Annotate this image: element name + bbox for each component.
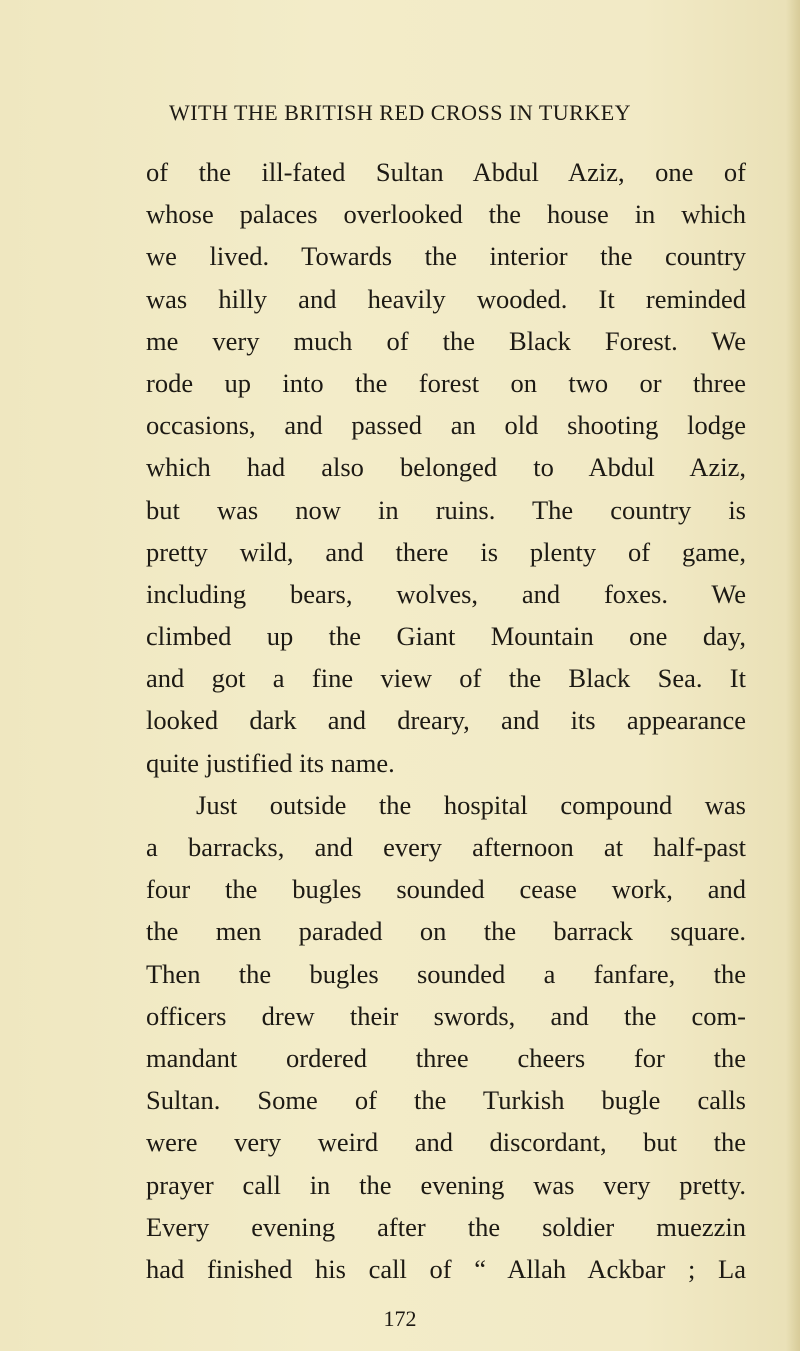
text-line: Every evening after the soldier muezzin <box>146 1211 746 1242</box>
body-text <box>146 151 746 1290</box>
text-line: Sultan. Some of the Turkish bugle calls <box>146 1085 746 1116</box>
text-line: were very weird and discordant, but the <box>146 1127 746 1158</box>
text-line: four the bugles sounded cease work, and <box>146 874 746 905</box>
paragraph-first-line: Just outside the hospital compound was <box>196 789 746 820</box>
text-line: mandant ordered three cheers for the <box>146 1042 746 1073</box>
text-line: was hilly and heavily wooded. It reminded <box>146 283 746 314</box>
text-line: but was now in ruins. The country is <box>146 494 746 525</box>
text-line: which had also belonged to Abdul Aziz, <box>146 452 746 483</box>
text-line: quite justified its name. <box>146 747 395 778</box>
text-line: the men paraded on the barrack square. <box>146 916 746 947</box>
text-line: including bears, wolves, and foxes. We <box>146 578 746 609</box>
text-line: climbed up the Giant Mountain one day, <box>146 621 746 652</box>
text-line: whose palaces overlooked the house in which <box>146 199 746 230</box>
text-line: officers drew their swords, and the com- <box>146 1000 746 1031</box>
text-line: looked dark and dreary, and its appearance <box>146 705 746 736</box>
page-number: 172 <box>383 1306 417 1331</box>
page-edge-shadow <box>786 0 800 1351</box>
running-head: WITH THE BRITISH RED CROSS IN TURKEY <box>168 100 632 125</box>
text-line: of the ill-fated Sultan Abdul Aziz, one of <box>146 157 746 187</box>
text-line: prayer call in the evening was very pretty. <box>146 1169 746 1200</box>
text-line: rode up into the forest on two or three <box>146 367 746 398</box>
text-line: pretty wild, and there is plenty of game, <box>146 536 746 567</box>
text-line: me very much of the Black Forest. We <box>146 325 746 356</box>
text-line: had finished his call of “ Allah Ackbar ; La <box>146 1253 746 1284</box>
text-line: and got a fine view of the Black Sea. It <box>146 663 746 694</box>
text-line: Then the bugles sounded a fanfare, the <box>146 958 746 989</box>
text-line: occasions, and passed an old shooting lodge <box>146 410 746 441</box>
text-line: we lived. Towards the interior the country <box>146 241 746 272</box>
text-line: a barracks, and every afternoon at half-past <box>146 832 746 862</box>
